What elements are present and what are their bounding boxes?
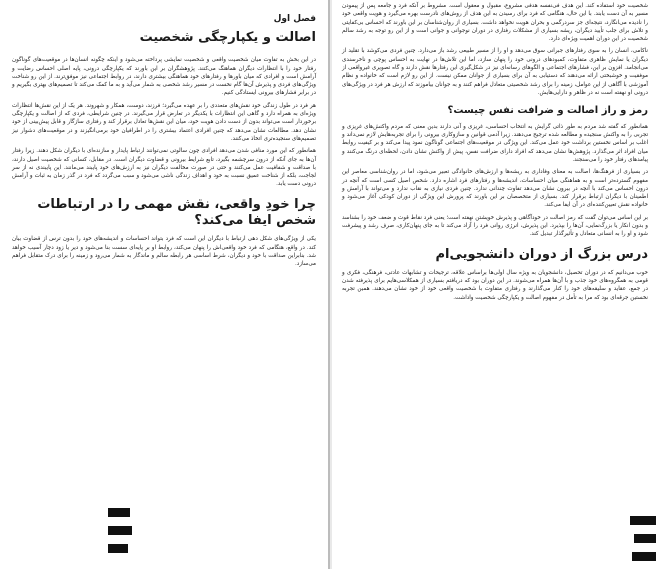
section-heading: درس بزرگ از دوران دانشجویی‌ام bbox=[435, 246, 648, 262]
redaction-bar bbox=[630, 516, 656, 525]
right-page bbox=[332, 0, 660, 569]
body-paragraph: همانطور که گفته شد مردم به طور ذاتی گرایش به انتخاب احساسی، غریزی و آنی دارند بدین معنی که مردم واکنش‌های غریزی و تجربی را به واکنش سنجیده و مطالعه شده ترجیح می‌دهند. زیرا آدمی قوانین و سازوکاری بیرونی را برای تجربه‌هایش لازم نمی‌داند و اغلب بر اساس نخستین برداشت خود عمل می‌کند. این ویژگی در موقعیت‌های اجتماعی گوناگون نمود پیدا می‌کند و بر کیفیت روابط میان افراد اثر می‌گذارد. پژوهش‌ها نشان می‌دهد که افراد دارای ضرافت نفس، پیش از واکنش نشان دادن، لحظه‌ای درنگ می‌کنند و پیامدهای رفتار خود را می‌سنجند. bbox=[342, 123, 648, 163]
body-paragraph: یکی از ویژگی‌های شکل دهی ارتباط با دیگران این است که فرد بتواند احساسات و اندیشه‌های خود را بدون ترس از قضاوت بیان کند. در واقع، هنگامی که فرد خود واقعی‌اش را پنهان می‌کند، روابط او بر پایه‌ای سست بنا می‌شود و دیر یا زود دچار آسیب خواهد شد. بنابراین صداقت با خود و دیگران، شرط اساسی هر رابطه سالم و ماندگار به شمار می‌رود و زمینه را برای درک متقابل فراهم می‌سازد. bbox=[12, 236, 316, 268]
body-paragraph: خوب می‌دانیم که در دوران تحصیل، دانشجویان به ویژه سال اولی‌ها براساس علاقه، ترجیحات و تشابهات عادتی، فرهنگی، فکری و قومی به همگروه‌های خود جذب و با آن‌ها همراه می‌شوند. در این دوران بود که دریافتم بسیاری از همکلاسی‌هایم برای پذیرفته شدن در جمع، عقاید و سلیقه‌های خود را کنار می‌گذارند و رفتاری متفاوت با شخصیت واقعی خود از خود نشان می‌دهند. همین تجربه نخستین جرقه‌ای بود که مرا به تأمل در مفهوم اصالت و یکپارچگی شخصیت واداشت. bbox=[342, 269, 648, 301]
body-paragraph: در بسیاری از فرهنگ‌ها، اصالت به معنای وفاداری به ریشه‌ها و ارزش‌های خانوادگی تعبیر می‌شود، اما در روان‌شناسی معاصر این مفهوم گسترده‌تر است و به هماهنگی میان احساسات، اندیشه‌ها و رفتارهای فرد اشاره دارد. شخص اصیل کسی است که آنچه در درون احساس می‌کند با آنچه در بیرون نشان می‌دهد تفاوت چندانی ندارد. چنین فردی نیازی به نقاب ندارد و می‌تواند با آرامش و اطمینان با دیگران ارتباط برقرار کند. بسیاری از متخصصان بر این باورند که پرورش این ویژگی از دوران کودکی آغاز می‌شود و خانواده نقش تعیین‌کننده‌ای در آن ایفا می‌کند. bbox=[342, 169, 648, 209]
body-paragraph: ناکامی، انسان را به سوی رفتارهای جبرانی سوق می‌دهد و او را از مسیر طبیعی رشد باز می‌دارد. چنین فردی می‌کوشد با تقلید از دیگران یا نمایش ظاهری متفاوت، کمبودهای درونی خود را پنهان سازد، اما این تلاش‌ها در نهایت به احساس پوچی و ناخرسندی می‌انجامد. افزون بر این، فشارهای اجتماعی و الگوهای رسانه‌ای نیز در شکل‌گیری این رفتارها نقش دارند و گاه تصویری غیرواقعی از موفقیت و خوشبختی ارائه می‌دهند که دستیابی به آن برای بسیاری از جوانان ممکن نیست. از این رو لازم است که خانواده و نظام آموزشی با آگاهی از این عوامل، زمینه را برای رشد شخصیتی متعادل فراهم کنند و به جوانان بیاموزند که ارزش هر فرد در ویژگی‌های درونی او نهفته است نه در ظاهر و دارایی‌هایش. bbox=[342, 48, 648, 96]
redaction-bar bbox=[108, 508, 130, 517]
redaction-bar bbox=[632, 552, 656, 561]
section-heading: چرا خودِ واقعی، نقش مهمی را در ارتباطات شخص ایفا می‌کند؟ bbox=[37, 196, 316, 228]
body-paragraph: هر فرد در طول زندگی خود نقش‌های متعددی را بر عهده می‌گیرد؛ فرزند، دوست، همکار و شهروند. هر یک از این نقش‌ها انتظارات ویژه‌ای به همراه دارد و گاهی این انتظارات با یکدیگر در تعارض قرار می‌گیرند. در چنین شرایطی، فردی که از اصالت و یکپارچگی برخوردار است می‌تواند بدون از دست دادن هویت خود، میان این نقش‌ها تعادل برقرار کند و رفتاری سازگار و قابل پیش‌بینی از خود نشان دهد. مطالعات نشان می‌دهد که چنین افرادی اعتماد بیشتری را در اطرافیان خود برمی‌انگیزند و در موقعیت‌های دشوار نیز تصمیم‌های سنجیده‌تری اتخاذ می‌کنند. bbox=[12, 102, 316, 142]
redaction-bar bbox=[634, 534, 656, 543]
chapter-title: اصالت و یکپارچگی شخصیت bbox=[139, 30, 316, 45]
body-paragraph: شخصیت خود استفاده کند. این هدف فی‌نفسه هدفی مشروع، مقبول و معقول است. مشروط بر آنکه فرد و جامعه پس از پیمودن مسیر به آن دست یابند. با این حال، هنگامی که فرد برای رسیدن به این هدف از روش‌های نادرست بهره می‌گیرد و هویت واقعی خود را نادیده می‌انگارد، نتیجه‌ای جز سردرگمی و بحران هویت نخواهد داشت. بسیاری از روان‌شناسان بر این باورند که احساس بی‌کفایتی و تلاش برای جلب تأیید دیگران، ریشه بسیاری از مشکلات رفتاری در دوران نوجوانی و جوانی است و از این رو توجه به رشد سالم شخصیت در این دوران اهمیت ویژه‌ای دارد. bbox=[342, 3, 648, 43]
body-paragraph: بر این اساس می‌توان گفت که رمز اصالت در خودآگاهی و پذیرش خویشتن نهفته است؛ یعنی فرد نقاط قوت و ضعف خود را بشناسد و بدون انکار یا بزرگ‌نمایی، آن‌ها را بپذیرد. این پذیرش، انرژی روانی فرد را آزاد می‌کند تا به جای پنهان‌کاری، صرف رشد و پیشرفت شود و او را به انسانی متعادل و تأثیرگذار تبدیل کند. bbox=[342, 214, 648, 238]
body-paragraph: همانطور که این مورد منافی شدن می‌دهد افرادی چون سالوتی نمی‌توانند ارتباط پایدار و سازنده‌ای با دیگران شکل دهند. زیرا رفتار آن‌ها به جای آنکه از درون سرچشمه بگیرد، تابع شرایط بیرونی و قضاوت دیگران است. در مقابل، کسانی که شخصیت اصیل دارند، با صداقت و شفافیت عمل می‌کنند و حتی در صورت مخالفت دیگران نیز به ارزش‌های خود پایبند می‌مانند. این پایبندی نه از سر لجاجت، بلکه از شناخت عمیق نسبت به خود و اهداف زندگی ناشی می‌شود و سبب می‌گردد که فرد در گذر زمان به ثبات و آرامش درونی دست یابد. bbox=[12, 148, 316, 188]
chapter-label: فصل اول bbox=[273, 14, 316, 24]
body-paragraph: در این بخش به تفاوت میان شخصیت واقعی و شخصیت نمایشی پرداخته می‌شود و اینکه چگونه انسان‌ها در موقعیت‌های گوناگون رفتار خود را با انتظارات دیگران هماهنگ می‌کنند. پژوهشگران بر این باورند که یکپارچگی درونی، پایه اصلی احساس رضایت و آرامش است و افرادی که میان باورها و رفتارهای خود هماهنگی بیشتری دارند، در روابط اجتماعی نیز موفق‌ترند. از این رو شناخت ویژگی‌های فردی و پذیرش آن‌ها گام نخست در مسیر رشد شخصی به شمار می‌آید و به ما کمک می‌کند تا تصمیم‌های بهتری بگیریم و در برابر فشارهای بیرونی ایستادگی کنیم. bbox=[12, 57, 316, 97]
redaction-bar bbox=[108, 544, 128, 553]
redaction-bar bbox=[108, 526, 132, 535]
subsection-heading: رمز و راز اصالت و ضرافت نفس چیست؟ bbox=[447, 105, 648, 117]
